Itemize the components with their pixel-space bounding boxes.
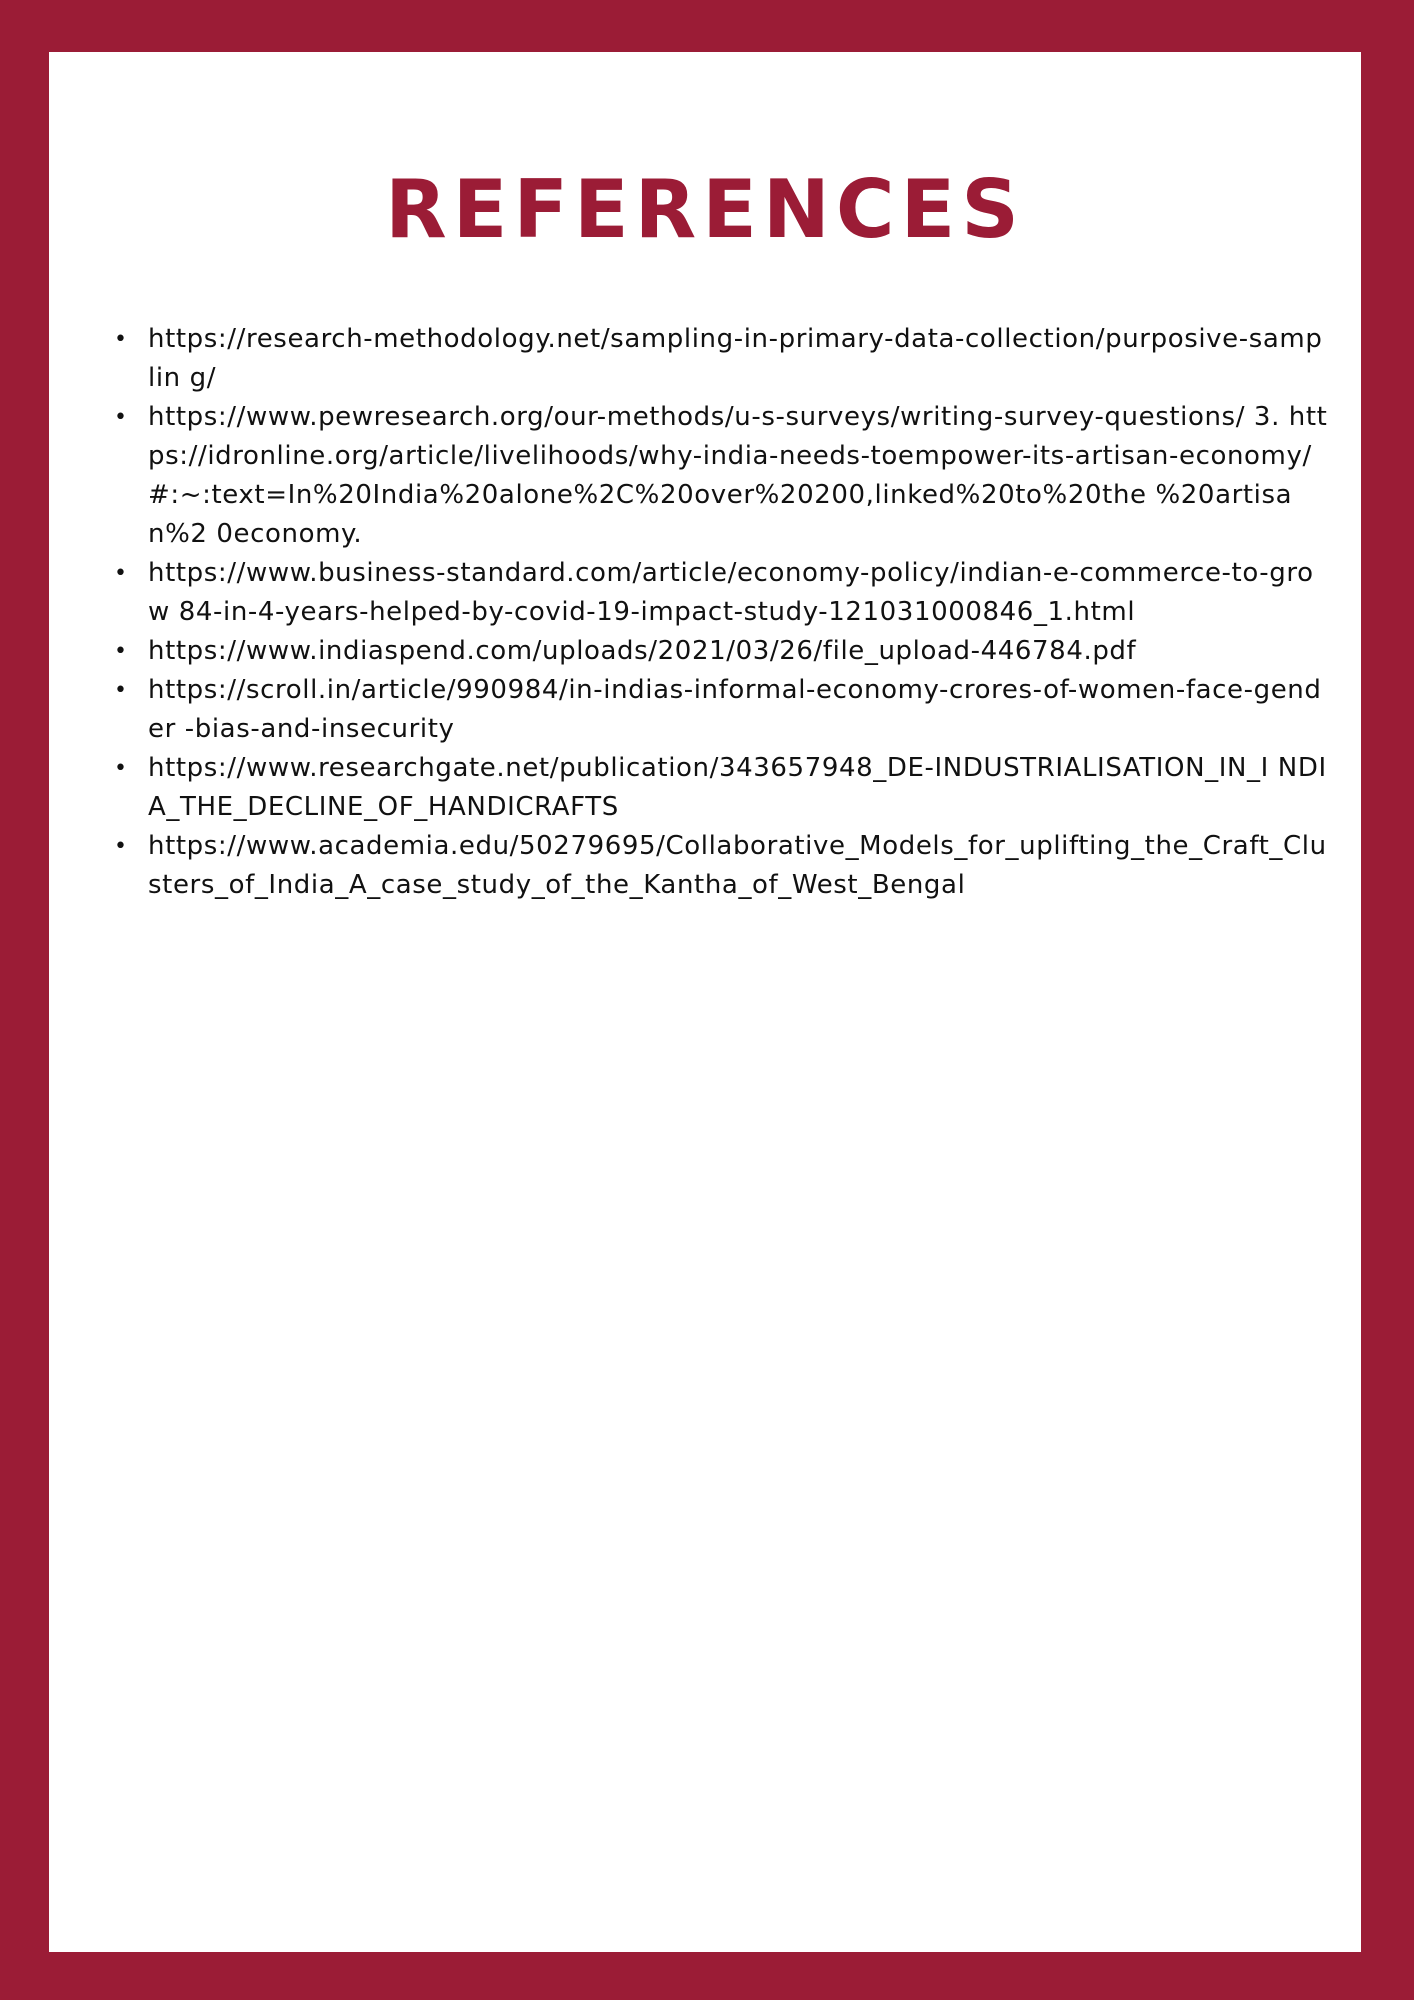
reference-item[interactable] — [114, 320, 1328, 398]
reference-item[interactable] — [114, 749, 1328, 827]
bullet-icon: • — [114, 405, 128, 430]
reference-link[interactable]: https://www.pewresearch.org/our-methods/u-s-surveys/writing-survey-questions/ 3. https://idronline.org/article/livelihoods/why-india-needs-toempower-its-artisan-economy/#:~:text=In%20India%20alone%2C%20over%20200,linked%20to%20the %20artisan%2 0economy. — [148, 402, 1328, 549]
bullet-icon: • — [114, 678, 128, 703]
reference-item[interactable] — [114, 554, 1328, 632]
bullet-icon: • — [114, 756, 128, 781]
reference-link[interactable]: https://scroll.in/article/990984/in-indias-informal-economy-crores-of-women-face-gender -bias-and-insecurity — [148, 675, 1322, 744]
reference-link[interactable]: https://www.academia.edu/50279695/Collaborative_Models_for_uplifting_the_Craft_Clu sters_of_India_A_case_study_of_the_Kantha_of_West_Bengal — [148, 831, 1327, 900]
page-title: REFERENCES — [385, 163, 1025, 256]
bullet-icon: • — [114, 834, 128, 859]
references-list — [114, 320, 1328, 905]
bullet-icon: • — [114, 561, 128, 586]
document-page — [49, 52, 1361, 1952]
reference-item[interactable] — [114, 632, 1328, 671]
reference-link[interactable]: https://www.indiaspend.com/uploads/2021/03/26/file_upload-446784.pdf — [148, 636, 1137, 666]
reference-item[interactable] — [114, 671, 1328, 749]
reference-item[interactable] — [114, 398, 1328, 554]
bullet-icon: • — [114, 327, 128, 352]
reference-item[interactable] — [114, 827, 1328, 905]
reference-link[interactable]: https://www.business-standard.com/article/economy-policy/indian-e-commerce-to-grow 84-in-4-years-helped-by-covid-19-impact-study-121031000846_1.html — [148, 558, 1314, 627]
bullet-icon: • — [114, 639, 128, 664]
reference-link[interactable]: https://www.researchgate.net/publication/343657948_DE-INDUSTRIALISATION_IN_I NDIA_THE_DECLINE_OF_HANDICRAFTS — [148, 753, 1327, 822]
reference-link[interactable]: https://research-methodology.net/sampling-in-primary-data-collection/purposive-samplin g/ — [148, 324, 1323, 393]
